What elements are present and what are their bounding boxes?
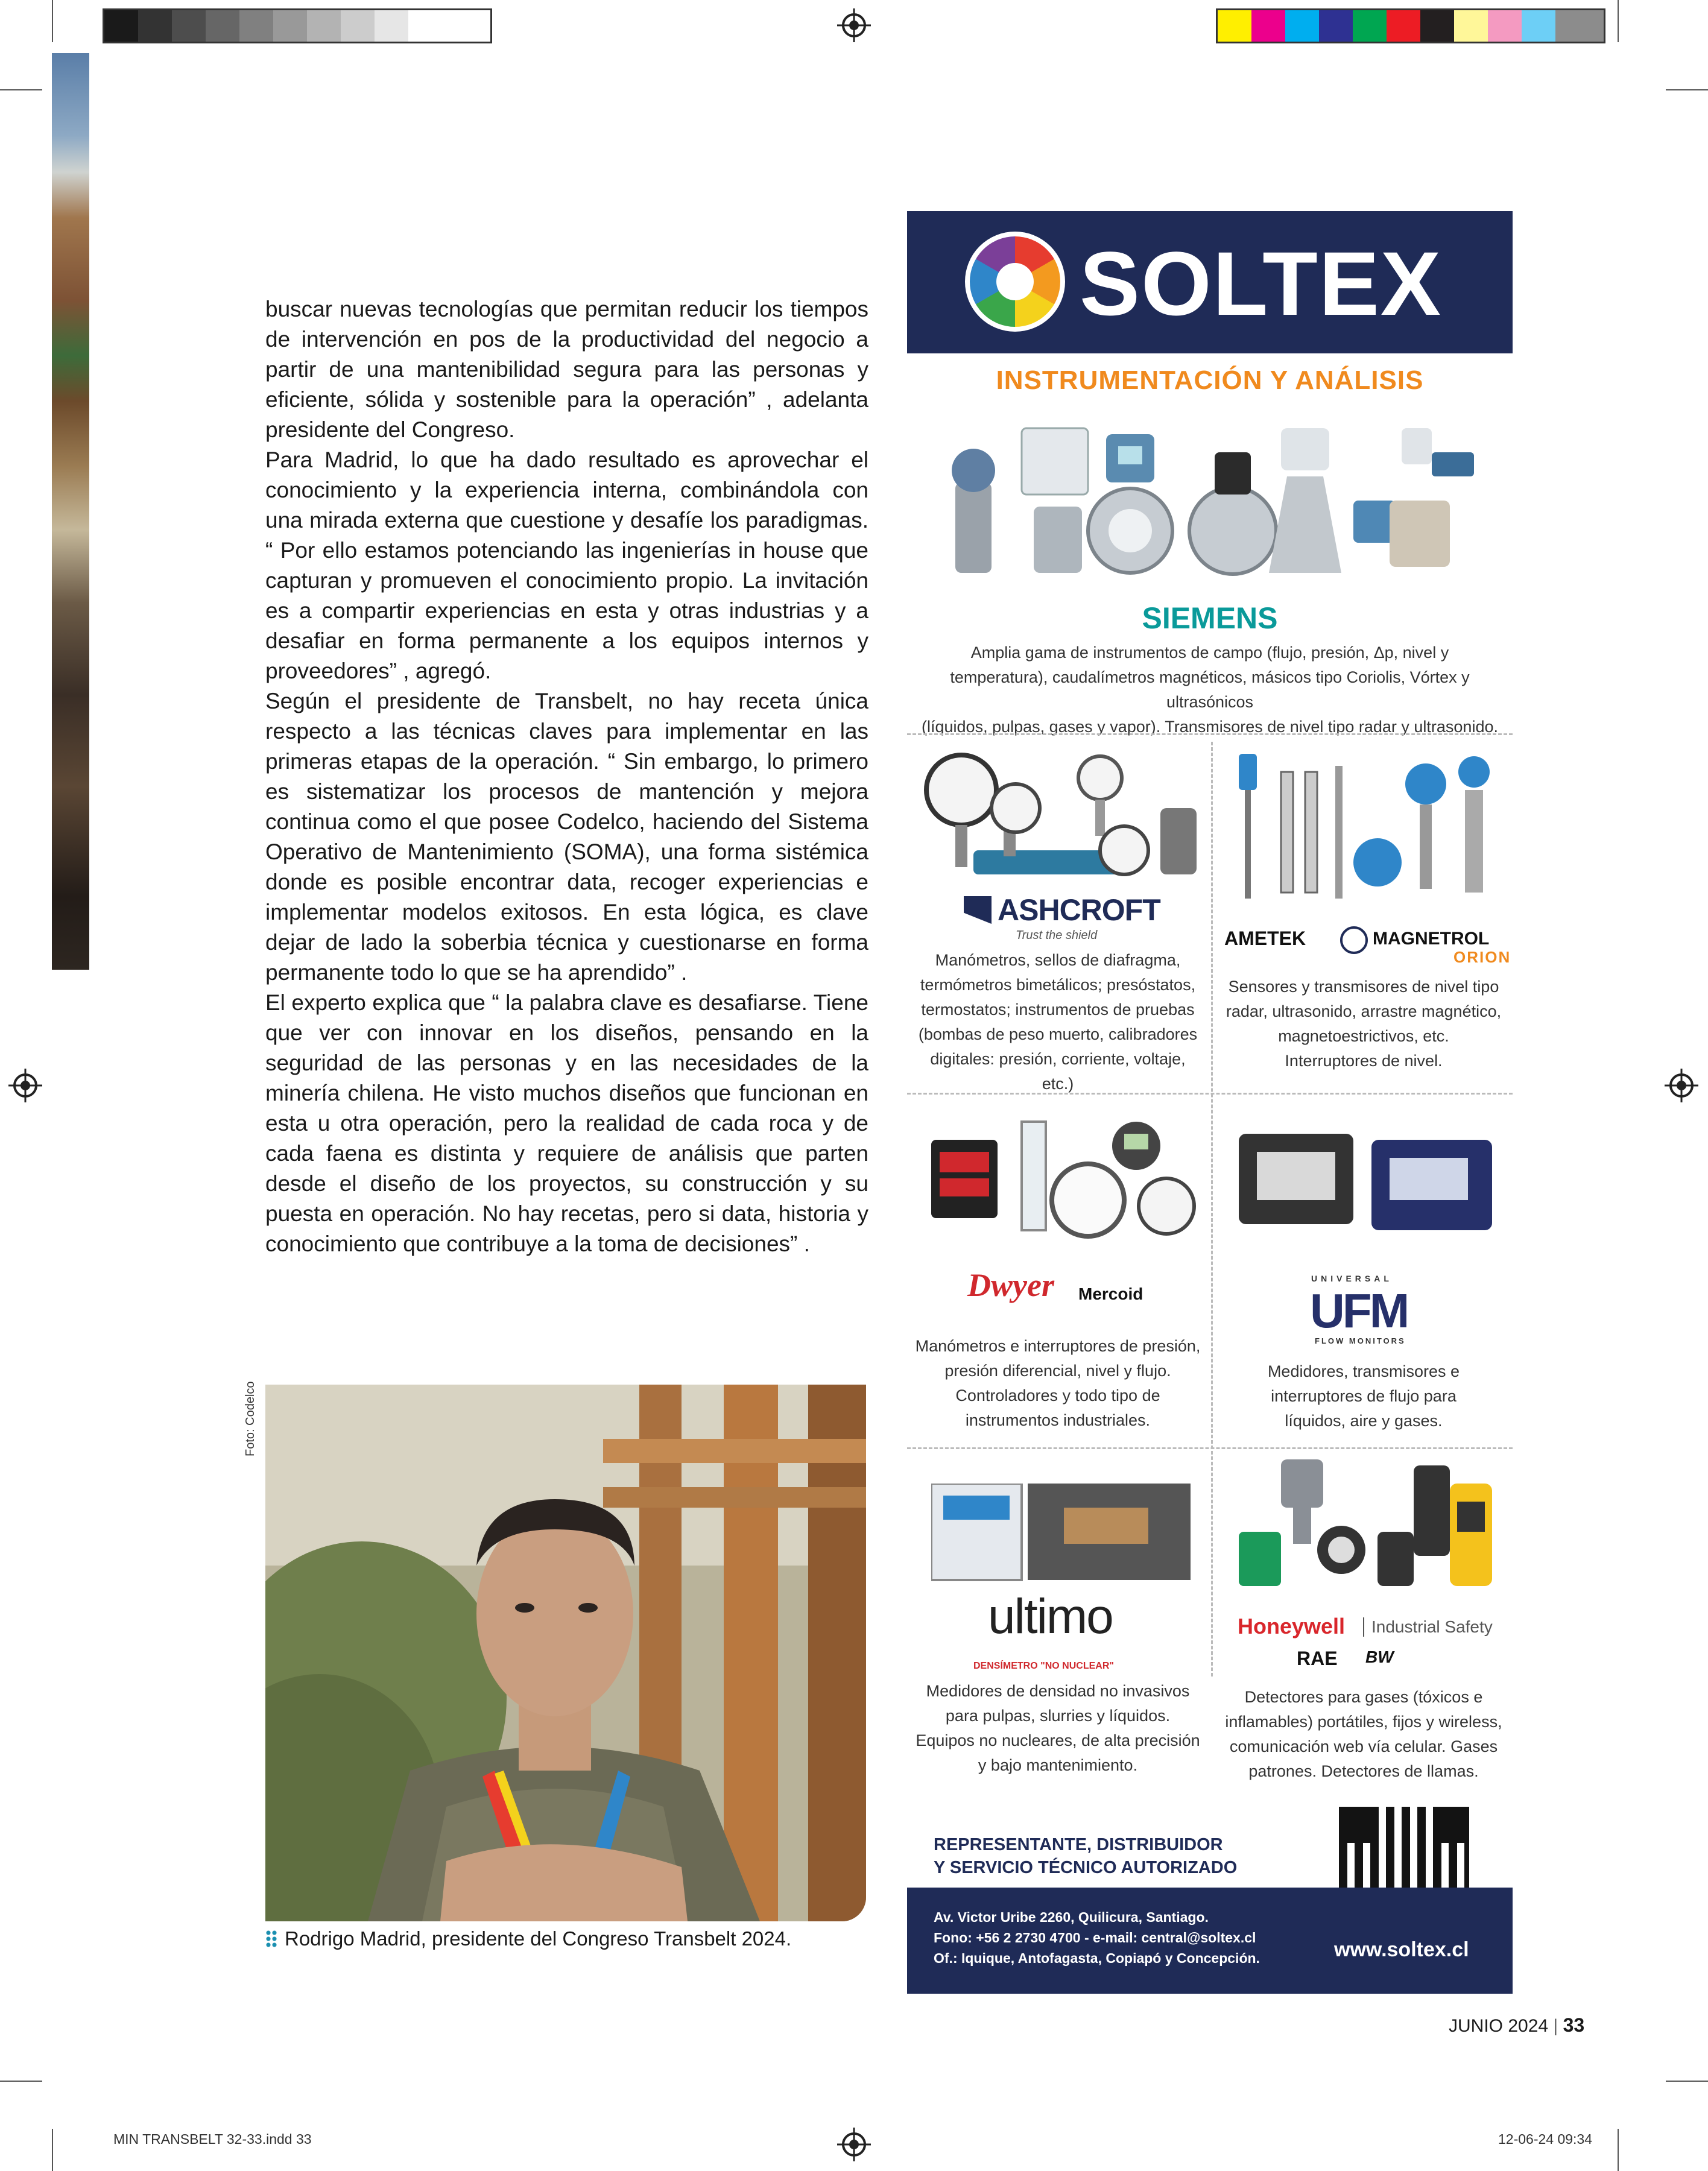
registration-mark-bottom <box>842 2132 866 2157</box>
desc-line: Interruptores de nivel. <box>1285 1052 1443 1070</box>
desc-line: (bombas de peso muerto, calibradores <box>918 1025 1198 1043</box>
desc-line: Amplia gama de instrumentos de campo (flujo, presión, Δp, nivel y <box>970 643 1449 662</box>
bleed-photo-strip <box>52 53 89 970</box>
magnetrol-logo-icon <box>1340 926 1368 954</box>
article-body <box>265 294 868 1259</box>
ufm-top-label: UNIVERSAL <box>1311 1274 1393 1283</box>
desc-line: Sensores y transmisores de nivel tipo <box>1228 978 1499 996</box>
caption-bullet-icon <box>265 1930 277 1948</box>
ultimo-tag: DENSÍMETRO "NO NUCLEAR" <box>973 1661 1114 1671</box>
magnetrol-brand: MAGNETROL <box>1373 929 1490 949</box>
desc-line: radar, ultrasonido, arrastre magnético, <box>1226 1002 1502 1020</box>
desc-line: presión diferencial, nivel y flujo. <box>944 1362 1171 1380</box>
paragraph: Según el presidente de Transbelt, no hay receta única respecto a las técnicas claves para implementar en las primeras etapas de la operación. “ Sin embargo, lo primero es sistematizar los procesos de mantención y mejora continua como el que posee Codelco, haciendo del Sistema Operativo de Mantenimiento (SOMA), una forma sistémica donde es posible encontrar data, recoger experiencias e implementar modelos exitosos. En esta lógica, es clave dejar de lado la soberbia técnica y cuestionarse en forma permanente todo lo que se ha aprendido” . <box>265 689 868 985</box>
ametek-description <box>1217 975 1510 1073</box>
divider <box>907 733 1513 735</box>
paragraph: buscar nuevas tecnologías que permitan reducir los tiempos de intervención en pos de la productividad del negocio a partir de una mantenibilidad segura para las personas y eficiente, sólida y sostenible para la operación” , adelanta presidente del Congreso. <box>265 297 868 442</box>
issue-month: JUNIO 2024 <box>1449 2016 1549 2036</box>
ad-heading: INSTRUMENTACIÓN Y ANÁLISIS <box>996 365 1424 395</box>
portrait-photo <box>265 1385 866 1921</box>
desc-line: instrumentos industriales. <box>965 1411 1151 1429</box>
siemens-products-image <box>931 416 1488 597</box>
ashcroft-products-image <box>919 748 1203 905</box>
ashcroft-description <box>913 948 1203 1096</box>
desc-line: para pulpas, slurries y líquidos. <box>945 1707 1171 1725</box>
desc-line: patrones. Detectores de llamas. <box>1248 1762 1479 1780</box>
contact-line: Av. Victor Uribe 2260, Quilicura, Santiago. <box>934 1909 1209 1925</box>
ufm-products-image <box>1221 1110 1504 1248</box>
ufm-brand: UFM <box>1310 1284 1408 1338</box>
mercoid-brand: Mercoid <box>1078 1285 1143 1303</box>
desc-line: Medidores, transmisores e <box>1267 1362 1460 1380</box>
ametek-brand: AMETEK <box>1224 927 1306 949</box>
bw-brand: BW <box>1365 1648 1394 1666</box>
page-number: 33 <box>1563 2014 1585 2036</box>
honeywell-products-image <box>1233 1459 1498 1592</box>
desc-line: líquidos, aire y gases. <box>1285 1412 1443 1430</box>
desc-line: Equipos no nucleares, de alta precisión <box>916 1731 1200 1749</box>
honeywell-description <box>1217 1685 1510 1784</box>
website-link[interactable]: www.soltex.cl <box>1334 1938 1469 1961</box>
desc-line: digitales: presión, corriente, voltaje, etc.) <box>930 1050 1186 1093</box>
divider <box>1211 742 1213 1676</box>
ultimo-products-image <box>931 1484 1197 1586</box>
desc-line: Manómetros e interruptores de presión, <box>915 1337 1201 1355</box>
crop-mark <box>1618 0 1619 42</box>
crop-mark <box>1618 2129 1619 2171</box>
rep-line: Y SERVICIO TÉCNICO AUTORIZADO <box>934 1858 1238 1877</box>
dwyer-brand: Dwyer <box>967 1267 1054 1303</box>
desc-line: termómetros bimetálicos; presóstatos, <box>920 976 1196 994</box>
desc-line: magnetoestrictivos, etc. <box>1278 1027 1449 1045</box>
contact-line: Fono: +56 2 2730 4700 - e-mail: central@soltex.cl <box>934 1930 1256 1945</box>
ashcroft-tagline: Trust the shield <box>1016 929 1098 942</box>
ametek-products-image <box>1221 748 1504 905</box>
orion-brand: ORION <box>1453 948 1511 966</box>
soltex-logo-icon <box>965 232 1065 332</box>
desc-line: termostatos; instrumentos de pruebas <box>921 1000 1195 1019</box>
representative-text <box>934 1833 1237 1879</box>
desc-line: (líquidos, pulpas, gases y vapor). Transmisores de nivel tipo radar y ultrasonido. <box>922 718 1498 736</box>
desc-line: y bajo mantenimiento. <box>978 1756 1138 1774</box>
desc-line: Detectores para gases (tóxicos e <box>1244 1688 1483 1706</box>
file-slug: MIN TRANSBELT 32-33.indd 33 <box>113 2131 312 2147</box>
registration-mark-left <box>13 1073 37 1098</box>
process-color-bar <box>1216 8 1605 43</box>
honeywell-brand: Honeywell <box>1238 1614 1346 1639</box>
contact-info <box>934 1907 1260 1968</box>
paragraph: El experto explica que “ la palabra clave es desafiarse. Tiene que ver con innovar en los diseños, pensando en la seguridad de las personas y en las necesidades de la minería chilena. He visto muchos diseños que funcionan en esta u otra operación, pero la realidad de cada roca y de cada faena es distinta y requiere de análisis que parten desde el diseño de los proyectos, su construcción y su puesta en operación. No hay recetas, pero si data, historia y conocimiento que contribuye a la toma de decisiones” . <box>265 990 868 1256</box>
page-footer <box>1449 2014 1584 2037</box>
crop-mark <box>0 2081 42 2082</box>
grayscale-color-bar <box>103 8 492 43</box>
registration-mark-right <box>1669 1073 1694 1098</box>
desc-line: Manómetros, sellos de diafragma, <box>935 951 1181 969</box>
registration-mark-top <box>842 13 866 37</box>
divider <box>907 1093 1513 1095</box>
ad-header-band <box>907 211 1513 353</box>
crop-mark <box>0 89 42 90</box>
photo-credit: Foto: Codelco <box>244 1381 257 1456</box>
crop-mark <box>1666 2081 1708 2082</box>
desc-line: inflamables) portátiles, fijos y wireless, <box>1225 1713 1502 1731</box>
crop-mark <box>52 0 53 42</box>
paragraph: Para Madrid, lo que ha dado resultado es aprovechar el conocimiento y la experiencia interna, combinándola con una mirada externa que cuestione y desafíe los paradigmas. “ Por ello estamos potenciando las ingenierías in house que capturan y promueven el conocimiento propio. La invitación es a compartir experiencias en esta y otras industrias y a desafiar en forma permanente a los equipos internos y proveedores” , agregó. <box>265 447 868 683</box>
photo-caption <box>265 1927 791 1950</box>
caption-text: Rodrigo Madrid, presidente del Congreso Transbelt 2024. <box>285 1927 792 1950</box>
siemens-description <box>913 640 1507 739</box>
ashcroft-logo-icon <box>964 896 992 924</box>
divider <box>907 1447 1513 1449</box>
soltex-advertisement[interactable] <box>907 211 1513 1994</box>
desc-line: Controladores y todo tipo de <box>955 1386 1160 1405</box>
desc-line: Medidores de densidad no invasivos <box>926 1682 1190 1700</box>
ufm-description <box>1217 1359 1510 1433</box>
soltex-logo-word: SOLTEX <box>1080 233 1442 334</box>
dwyer-products-image <box>919 1110 1203 1254</box>
portrait-illustration <box>265 1385 866 1921</box>
footer-separator: | <box>1553 2016 1563 2036</box>
print-timestamp: 12-06-24 09:34 <box>1498 2131 1593 2147</box>
desc-line: comunicación web vía celular. Gases <box>1229 1737 1498 1755</box>
desc-line: interruptores de flujo para <box>1271 1387 1457 1405</box>
ufm-bottom-label: FLOW MONITORS <box>1315 1336 1406 1345</box>
ashcroft-brand: ASHCROFT <box>998 893 1160 927</box>
dwyer-description <box>913 1334 1203 1433</box>
rep-line: REPRESENTANTE, DISTRIBUIDOR <box>934 1835 1223 1854</box>
ultimo-brand: ultimo <box>988 1589 1113 1644</box>
rae-brand: RAE <box>1297 1648 1338 1669</box>
honeywell-division: Industrial Safety <box>1363 1617 1493 1637</box>
crop-mark <box>52 2129 53 2171</box>
contact-line: Of.: Iquique, Antofagasta, Copiapó y Concepción. <box>934 1950 1260 1966</box>
ultimo-description <box>913 1679 1203 1778</box>
siemens-brand: SIEMENS <box>1142 601 1278 635</box>
crop-mark <box>1666 89 1708 90</box>
desc-line: temperatura), caudalímetros magnéticos, másicos tipo Coriolis, Vórtex y ultrasónicos <box>950 668 1470 711</box>
